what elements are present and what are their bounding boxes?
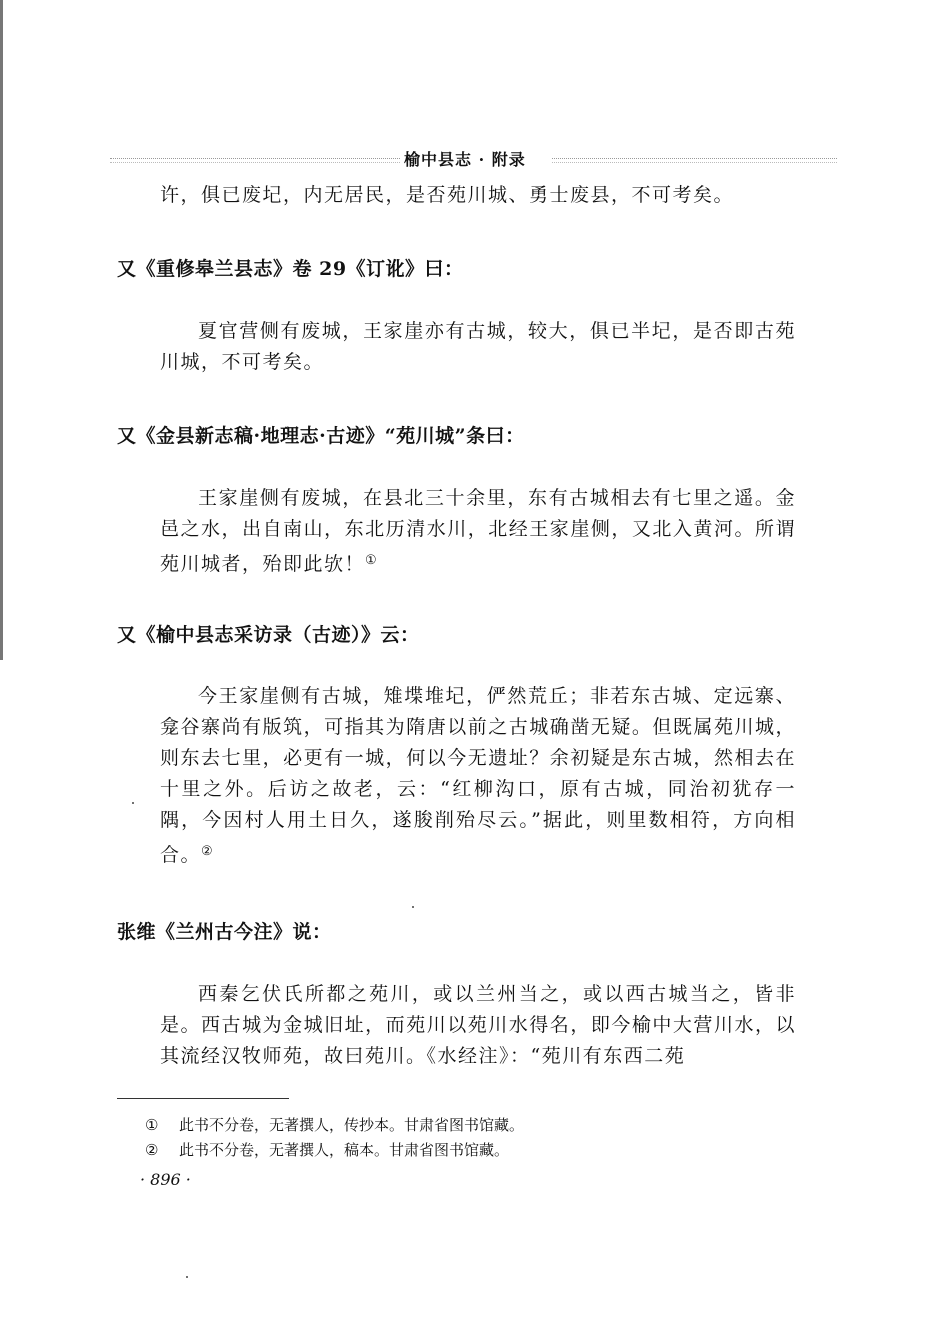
footnote-divider xyxy=(117,1098,289,1099)
citation-intro-3: 又《榆中县志采访录（古迹）》云： xyxy=(117,624,420,646)
page-edge-shadow xyxy=(0,0,3,660)
continued-quote-text: 许，俱已废圮，内无居民，是否苑川城、勇士废县，不可考矣。 xyxy=(160,184,735,206)
page-number: · 896 · xyxy=(140,1170,191,1189)
citation-intro-1: 又《重修皋兰县志》卷 29《订讹》曰： xyxy=(117,258,464,280)
quote-text-1: 夏官营侧有废城，王家崖亦有古城，较大，俱已半圮，是否即古苑川城，不可考矣。 xyxy=(160,320,796,373)
running-header: 榆中县志 · 附录 xyxy=(404,150,526,169)
footnote-2 xyxy=(145,1139,509,1160)
footnote-ref-2: ② xyxy=(201,844,215,859)
header-rule-right xyxy=(552,158,837,163)
scan-speck xyxy=(412,906,414,908)
footnote-number: ② xyxy=(145,1141,159,1159)
quote-text-3: 今王家崖侧有古城，雉堞堆圮，俨然荒丘；非若东古城、定远寨、龛谷寨尚有版筑，可指其为隋唐以前之古城确凿无疑。但既属苑川城，则东去七里，必更有一城，何以今无遗址？余初疑是东古城，然相去在十里之外。后访之故老，云：“红柳沟口，原有古城，同治初犹存一隅，今因村人用土日久，遂朘削殆尽云。”据此，则里数相符，方向相合。② xyxy=(160,685,796,866)
footnote-ref-1: ① xyxy=(365,553,379,568)
quote-text-2: 王家崖侧有废城，在县北三十余里，东有古城相去有七里之遥。金邑之水，出自南山，东北历清水川，北经王家崖侧，又北入黄河。所谓苑川城者，殆即此欤！① xyxy=(160,487,796,575)
quote-block-2 xyxy=(160,483,796,580)
quote-text-4: 西秦乞伏氏所都之苑川，或以兰州当之，或以西古城当之，皆非是。西古城为金城旧址，而苑川以苑川水得名，即今榆中大营川水，以其流经汉牧师苑，故曰苑川。《水经注》：“苑川有东西二苑 xyxy=(160,983,796,1067)
citation-intro-2: 又《金县新志稿·地理志·古迹》“苑川城”条曰： xyxy=(117,425,525,447)
quote-block-3 xyxy=(160,681,796,871)
citation-intro-4: 张维《兰州古今注》说： xyxy=(117,921,332,943)
footnote-text: 此书不分卷，无著撰人，传抄本。甘肃省图书馆藏。 xyxy=(179,1116,525,1134)
scan-speck xyxy=(186,1276,188,1278)
quote-block-1 xyxy=(160,316,796,378)
footnote-text: 此书不分卷，无著撰人，稿本。甘肃省图书馆藏。 xyxy=(179,1141,510,1159)
quote-block-4 xyxy=(160,979,796,1072)
scan-speck xyxy=(132,802,134,804)
footnote-number: ① xyxy=(145,1116,159,1134)
footnote-1 xyxy=(145,1114,524,1135)
continued-quote xyxy=(160,180,796,211)
header-rule-left xyxy=(110,158,400,163)
